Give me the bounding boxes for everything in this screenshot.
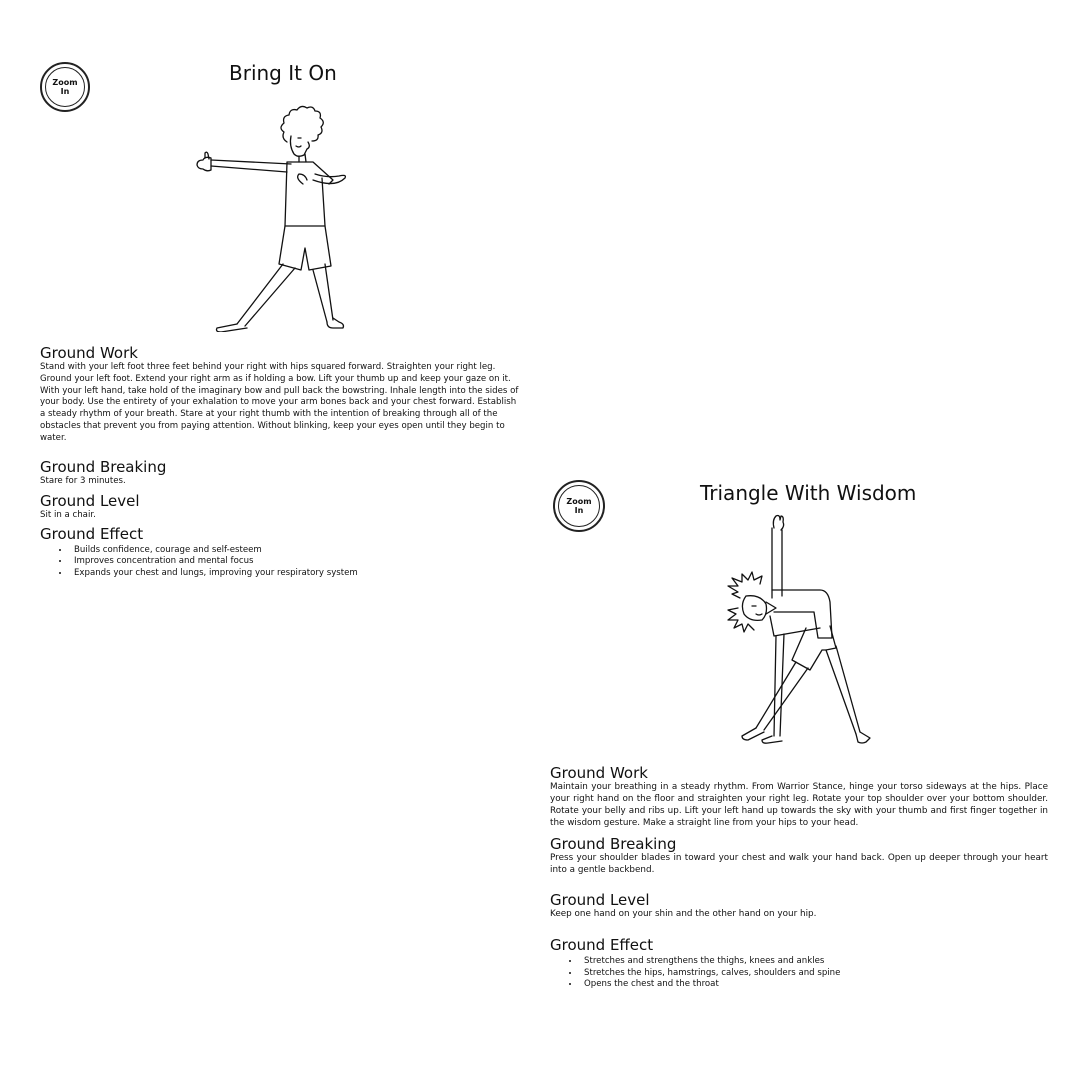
zoom-in-label: Zoom In <box>566 497 592 515</box>
ground-breaking-text: Stare for 3 minutes. <box>40 475 126 486</box>
triangle-pose-illustration <box>710 510 900 755</box>
list-item: • Improves concentration and mental focus <box>70 556 520 567</box>
zoom-in-button[interactable] <box>40 62 90 112</box>
list-item: • Stretches the hips, hamstrings, calves, shoulders and spine <box>580 968 1048 979</box>
ground-effect-heading: Ground Effect <box>550 936 654 955</box>
ground-level-text: Keep one hand on your shin and the other hand on your hip. <box>550 909 817 920</box>
ground-effect-list <box>550 956 1048 990</box>
ground-effect-list <box>40 545 520 579</box>
zoom-in-label: Zoom In <box>52 78 78 96</box>
ground-work-heading: Ground Work <box>40 344 138 362</box>
warrior-bow-pose-illustration <box>195 102 405 332</box>
zoom-in-button[interactable] <box>553 480 605 532</box>
ground-breaking-heading: Ground Breaking <box>40 457 167 476</box>
ground-work-text: Maintain your breathing in a steady rhythm. From Warrior Stance, hinge your torso sideways at the hips. Place your right hand on the floor and straighten your right leg. Rotate your top shoulder over your bottom shoulder. Rotate your belly and ribs up. Lift your left hand up towards the sky with your thumb and first finger together in the wisdom gesture. Make a straight line from your hips to your head. <box>550 782 1048 828</box>
list-item: • Stretches and strengthens the thighs, knees and ankles <box>580 956 1048 967</box>
ground-level-heading: Ground Level <box>550 891 650 910</box>
ground-level-heading: Ground Level <box>40 492 140 511</box>
ground-effect-heading: Ground Effect <box>40 525 144 544</box>
ground-work-heading: Ground Work <box>550 764 648 782</box>
ground-breaking-text: Press your shoulder blades in toward your chest and walk your hand back. Open up deeper through your heart into a gentle backbend. <box>550 852 1048 875</box>
pose-title: Triangle With Wisdom <box>700 481 917 505</box>
list-item: • Builds confidence, courage and self-esteem <box>70 545 520 556</box>
ground-level-text: Sit in a chair. <box>40 510 96 521</box>
pose-title: Bring It On <box>229 61 337 85</box>
list-item: • Expands your chest and lungs, improving your respiratory system <box>70 568 520 579</box>
ground-work-text: Stand with your left foot three feet behind your right with hips squared forward. Straighten your right leg. Ground your left foot. Extend your right arm as if holding a bow. Lift your thumb up and keep your gaze on it. With your left hand, take hold of the imaginary bow and pull back the bowstring. Inhale length into the sides of your body. Use the entirety of your exhalation to move your arm bones back and your chest forward. Establish a steady rhythm of your breath. Stare at your right thumb with the intention of breaking through all of the obstacles that prevent you from paying attention. Without blinking, keep your eyes open until they begin to water. <box>40 362 519 443</box>
list-item: • Opens the chest and the throat <box>580 979 1048 990</box>
ground-breaking-heading: Ground Breaking <box>550 834 677 853</box>
